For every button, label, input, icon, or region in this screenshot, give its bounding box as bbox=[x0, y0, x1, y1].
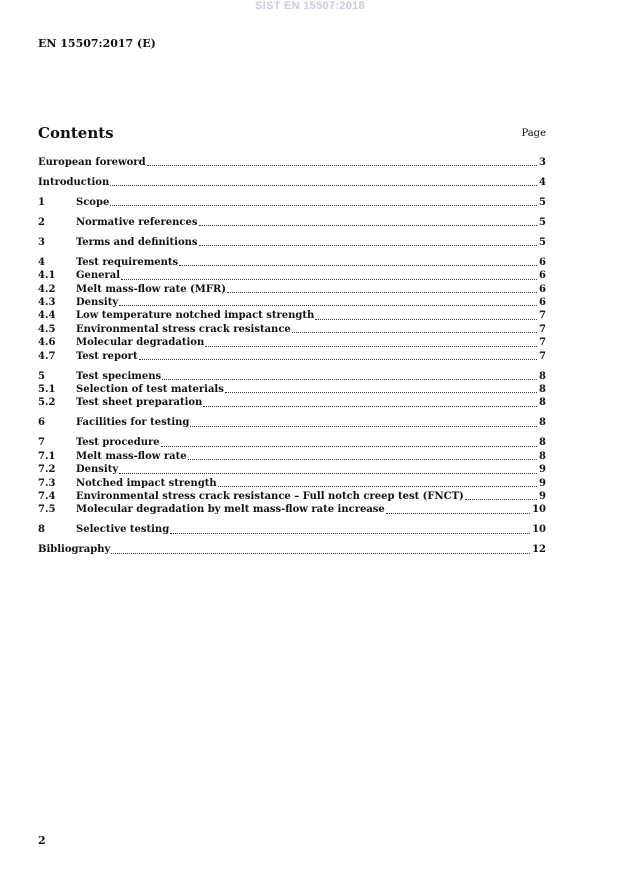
toc-entry[interactable] bbox=[38, 336, 546, 349]
toc-entry-title: Test report bbox=[76, 350, 138, 362]
toc-entry-title: Terms and definitions bbox=[76, 236, 198, 248]
dot-leader bbox=[161, 445, 537, 447]
toc-entry[interactable] bbox=[38, 309, 546, 322]
toc-entry[interactable] bbox=[38, 416, 546, 429]
toc-entry[interactable] bbox=[38, 350, 546, 363]
toc-entry-page: 7 bbox=[539, 350, 546, 362]
toc-entry-title: Selective testing bbox=[76, 524, 170, 536]
toc-entry-title: Introduction bbox=[38, 176, 110, 188]
toc-entry-page: 8 bbox=[539, 417, 546, 429]
dot-leader bbox=[205, 345, 537, 347]
dot-leader bbox=[190, 425, 537, 427]
dot-leader bbox=[203, 405, 537, 407]
toc-entry[interactable] bbox=[38, 176, 546, 189]
toc-entry-number: 7.1 bbox=[38, 450, 56, 462]
toc-entry[interactable] bbox=[38, 196, 546, 209]
dot-leader bbox=[139, 358, 537, 360]
document-id: EN 15507:2017 (E) bbox=[38, 37, 156, 50]
toc-entry-number: 7 bbox=[38, 437, 45, 449]
toc-entry-title: Selection of test materials bbox=[76, 384, 224, 396]
toc-entry-number: 4 bbox=[38, 256, 45, 268]
table-of-contents bbox=[38, 156, 546, 557]
toc-entry-title: Density bbox=[76, 464, 119, 476]
dot-leader bbox=[465, 498, 537, 500]
dot-leader bbox=[225, 391, 537, 393]
toc-entry[interactable] bbox=[38, 296, 546, 309]
toc-entry-page: 3 bbox=[539, 157, 546, 168]
toc-entry-title: Facilities for testing bbox=[76, 417, 190, 429]
toc-entry-title: Test procedure bbox=[76, 437, 160, 449]
dot-leader bbox=[179, 264, 537, 266]
toc-entry-title: Environmental stress crack resistance – Full notch creep test (FNCT) bbox=[76, 490, 464, 502]
toc-entry-number: 7.5 bbox=[38, 504, 56, 516]
toc-entry-number: 4.4 bbox=[38, 310, 56, 322]
toc-entry-number: 7.3 bbox=[38, 477, 56, 489]
toc-entry-page: 10 bbox=[532, 524, 546, 536]
dot-leader bbox=[111, 552, 530, 554]
toc-entry-title: Normative references bbox=[76, 216, 198, 228]
toc-entry-page: 6 bbox=[539, 256, 546, 268]
toc-entry-page: 8 bbox=[539, 397, 546, 409]
toc-entry-page: 8 bbox=[539, 437, 546, 449]
toc-entry-title: Bibliography bbox=[38, 544, 111, 556]
dot-leader bbox=[199, 244, 538, 246]
toc-entry-number: 5.2 bbox=[38, 397, 56, 409]
toc-entry[interactable] bbox=[38, 383, 546, 396]
watermark: SIST EN 15507:2018 bbox=[255, 0, 365, 12]
toc-entry-page: 6 bbox=[539, 297, 546, 309]
toc-entry-page: 6 bbox=[539, 270, 546, 282]
toc-entry[interactable] bbox=[38, 396, 546, 409]
toc-entry-number: 2 bbox=[38, 216, 45, 228]
toc-entry-page: 9 bbox=[539, 477, 546, 489]
toc-entry-page: 9 bbox=[539, 464, 546, 476]
toc-entry[interactable] bbox=[38, 523, 546, 536]
dot-leader bbox=[110, 204, 537, 206]
dot-leader bbox=[121, 278, 537, 280]
toc-entry[interactable] bbox=[38, 543, 546, 556]
toc-entry[interactable] bbox=[38, 156, 546, 169]
page-number: 2 bbox=[38, 834, 46, 847]
toc-entry-number: 7.4 bbox=[38, 490, 56, 502]
toc-entry-title: Scope bbox=[76, 196, 110, 208]
toc-entry-title: Molecular degradation bbox=[76, 337, 205, 349]
toc-entry[interactable] bbox=[38, 490, 546, 503]
dot-leader bbox=[227, 291, 537, 293]
toc-entry-number: 7.2 bbox=[38, 464, 56, 476]
toc-entry-number: 4.5 bbox=[38, 323, 56, 335]
dot-leader bbox=[170, 532, 530, 534]
toc-entry-title: Low temperature notched impact strength bbox=[76, 310, 315, 322]
toc-entry-title: European foreword bbox=[38, 157, 146, 168]
dot-leader bbox=[188, 458, 537, 460]
toc-entry-page: 5 bbox=[539, 216, 546, 228]
toc-entry-title: Molecular degradation by melt mass-flow rate increase bbox=[76, 504, 385, 516]
toc-entry[interactable] bbox=[38, 236, 546, 249]
toc-entry-number: 1 bbox=[38, 196, 45, 208]
toc-entry-title: General bbox=[76, 270, 121, 282]
toc-entry-number: 4.7 bbox=[38, 350, 56, 362]
toc-entry-page: 8 bbox=[539, 384, 546, 396]
toc-entry[interactable] bbox=[38, 463, 546, 476]
page-column-label: Page bbox=[521, 128, 546, 139]
dot-leader bbox=[162, 378, 537, 380]
toc-entry-title: Test sheet preparation bbox=[76, 397, 203, 409]
toc-entry-number: 4.3 bbox=[38, 297, 56, 309]
toc-entry[interactable] bbox=[38, 503, 546, 516]
toc-entry-title: Melt mass-flow rate (MFR) bbox=[76, 283, 226, 295]
toc-entry-page: 4 bbox=[539, 176, 546, 188]
toc-entry-number: 8 bbox=[38, 524, 45, 536]
dot-leader bbox=[147, 164, 537, 166]
toc-entry-number: 3 bbox=[38, 236, 45, 248]
dot-leader bbox=[110, 184, 537, 186]
dot-leader bbox=[119, 472, 537, 474]
toc-entry-number: 5.1 bbox=[38, 384, 56, 396]
contents-heading: Contents bbox=[38, 124, 114, 142]
toc-entry-page: 7 bbox=[539, 323, 546, 335]
toc-entry-number: 4.1 bbox=[38, 270, 56, 282]
toc-entry-page: 10 bbox=[532, 504, 546, 516]
toc-entry[interactable] bbox=[38, 283, 546, 296]
toc-entry[interactable] bbox=[38, 256, 546, 269]
toc-entry[interactable] bbox=[38, 216, 546, 229]
toc-entry-title: Test specimens bbox=[76, 370, 162, 382]
dot-leader bbox=[199, 224, 538, 226]
dot-leader bbox=[386, 512, 530, 514]
toc-entry[interactable] bbox=[38, 436, 546, 449]
toc-entry-page: 7 bbox=[539, 310, 546, 322]
toc-entry-page: 8 bbox=[539, 370, 546, 382]
toc-entry-page: 7 bbox=[539, 337, 546, 349]
toc-entry-page: 9 bbox=[539, 490, 546, 502]
toc-entry-page: 5 bbox=[539, 196, 546, 208]
toc-entry-title: Environmental stress crack resistance bbox=[76, 323, 291, 335]
toc-entry-title: Density bbox=[76, 297, 119, 309]
dot-leader bbox=[315, 318, 537, 320]
toc-entry-number: 4.6 bbox=[38, 337, 56, 349]
toc-entry-title: Melt mass-flow rate bbox=[76, 450, 187, 462]
dot-leader bbox=[218, 485, 537, 487]
toc-entry-number: 5 bbox=[38, 370, 45, 382]
toc-entry[interactable] bbox=[38, 477, 546, 490]
dot-leader bbox=[292, 331, 537, 333]
toc-entry-page: 6 bbox=[539, 283, 546, 295]
toc-entry-number: 6 bbox=[38, 417, 45, 429]
toc-entry-page: 5 bbox=[539, 236, 546, 248]
dot-leader bbox=[119, 304, 537, 306]
toc-entry[interactable] bbox=[38, 269, 546, 282]
toc-entry-page: 8 bbox=[539, 450, 546, 462]
toc-entry-page: 12 bbox=[532, 544, 546, 556]
toc-entry[interactable] bbox=[38, 370, 546, 383]
toc-entry-title: Notched impact strength bbox=[76, 477, 217, 489]
toc-entry-number: 4.2 bbox=[38, 283, 56, 295]
toc-entry-title: Test requirements bbox=[76, 256, 179, 268]
toc-entry[interactable] bbox=[38, 323, 546, 336]
toc-entry[interactable] bbox=[38, 450, 546, 463]
